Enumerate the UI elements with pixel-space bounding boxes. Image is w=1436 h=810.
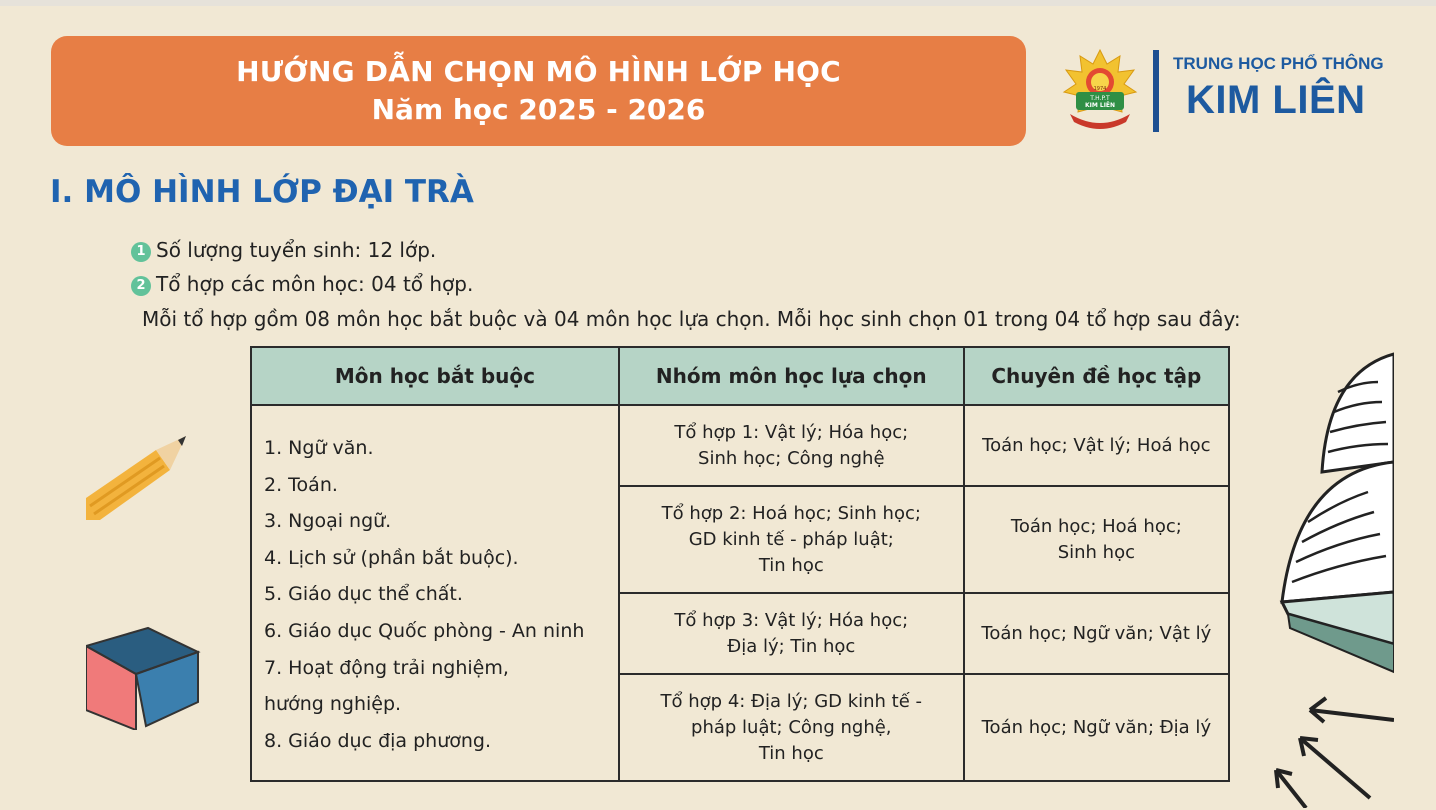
topics-cell <box>964 405 1229 486</box>
topics-line: Toán học; Ngữ văn; Vật lý <box>981 622 1212 644</box>
emblem-text-bottom: KIM LIÊN <box>1084 102 1116 109</box>
arrow-doodle-icon <box>1266 690 1394 808</box>
required-subject: 1. Ngữ văn. <box>264 437 374 459</box>
group-line: Tin học <box>758 554 824 576</box>
logo-divider <box>1153 50 1159 132</box>
group-cell <box>619 593 964 674</box>
group-cell <box>619 674 964 781</box>
required-subject: hướng nghiệp. <box>264 693 402 716</box>
list-item <box>131 238 436 262</box>
list-item-text: Số lượng tuyển sinh: 12 lớp. <box>156 238 437 262</box>
top-strip <box>0 0 1436 6</box>
group-line: Sinh học; Công nghệ <box>698 447 885 469</box>
group-line: GD kinh tế - pháp luật; <box>688 528 894 550</box>
required-subject: 8. Giáo dục địa phương. <box>264 729 491 752</box>
emblem-text-top: T.H.P.T <box>1090 95 1110 102</box>
banner-title: HƯỚNG DẪN CHỌN MÔ HÌNH LỚP HỌC <box>236 55 841 88</box>
number-badge: 2 <box>131 276 151 296</box>
required-subject: 2. Toán. <box>264 473 338 496</box>
table-row <box>251 405 1229 486</box>
list-item-text: Tổ hợp các môn học: 04 tổ hợp. <box>156 272 474 296</box>
title-banner <box>51 36 1026 146</box>
header-topics: Chuyên đề học tập <box>964 347 1229 405</box>
topics-cell <box>964 486 1229 593</box>
section-note: Mỗi tổ hợp gồm 08 môn học bắt buộc và 04 môn học lựa chọn. Mỗi học sinh chọn 01 trong 04 tổ hợp sau đây: <box>142 307 1241 331</box>
book-icon <box>1268 352 1394 682</box>
header-group: Nhóm môn học lựa chọn <box>619 347 964 405</box>
emblem-year: 1974 <box>1093 86 1107 92</box>
pencil-icon <box>86 428 190 528</box>
group-line: Tổ hợp 2: Hoá học; Sinh học; <box>661 502 921 524</box>
required-subject: 6. Giáo dục Quốc phòng - An ninh <box>264 619 585 642</box>
required-subject: 3. Ngoại ngữ. <box>264 510 392 533</box>
topics-cell <box>964 593 1229 674</box>
required-subject: 4. Lịch sử (phần bắt buộc). <box>264 546 519 569</box>
section-title: I. MÔ HÌNH LỚP ĐẠI TRÀ <box>50 174 474 210</box>
required-subject: 7. Hoạt động trải nghiệm, <box>264 656 509 679</box>
topics-cell <box>964 674 1229 781</box>
topics-line: Toán học; Vật lý; Hoá học <box>982 434 1211 456</box>
logo-line2: KIM LIÊN <box>1186 78 1366 122</box>
group-line: Tổ hợp 3: Vật lý; Hóa học; <box>674 609 909 631</box>
eraser-icon <box>86 624 202 730</box>
group-line: Địa lý; Tin học <box>727 635 856 657</box>
school-emblem-icon <box>1060 48 1140 134</box>
topics-line: Toán học; Ngữ văn; Địa lý <box>981 716 1212 738</box>
group-line: Tin học <box>758 742 824 764</box>
logo-line1: TRUNG HỌC PHỔ THÔNG <box>1173 54 1384 73</box>
topics-line: Sinh học <box>1057 541 1135 563</box>
group-line: Tổ hợp 4: Địa lý; GD kinh tế - <box>660 690 923 712</box>
required-subjects-cell <box>251 405 619 781</box>
banner-year: Năm học 2025 - 2026 <box>371 93 706 126</box>
group-cell <box>619 486 964 593</box>
subject-table <box>250 346 1230 782</box>
header-required: Môn học bắt buộc <box>251 347 619 405</box>
table-header-row <box>251 347 1229 405</box>
group-line: pháp luật; Công nghệ, <box>691 716 892 738</box>
topics-line: Toán học; Hoá học; <box>1010 515 1182 537</box>
number-badge: 1 <box>131 242 151 262</box>
group-line: Tổ hợp 1: Vật lý; Hóa học; <box>674 421 909 443</box>
required-subject: 5. Giáo dục thể chất. <box>264 583 463 606</box>
list-item <box>131 272 473 296</box>
group-cell <box>619 405 964 486</box>
